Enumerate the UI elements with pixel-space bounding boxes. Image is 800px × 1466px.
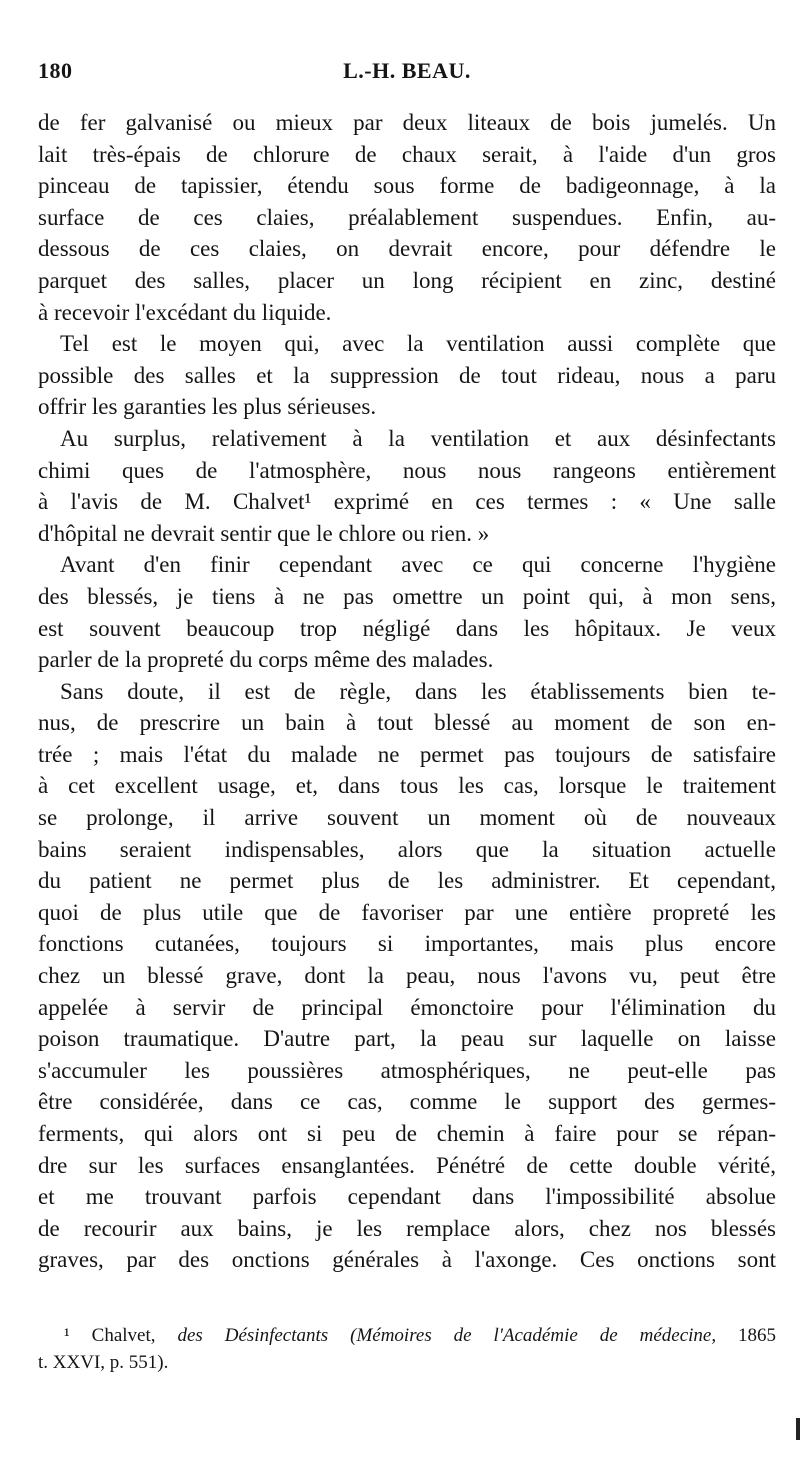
text-line: est souvent beaucoup trop négligé dans les hôpitaux. Je veux [38,615,776,641]
text-line: Tel est le moyen qui, avec la ventilation aussi complète que [60,331,776,357]
text-line: se prolonge, il arrive souvent un moment où de nouveaux [38,805,776,831]
text-line: Avant d'en finir cependant avec ce qui concerne l'hygiène [60,552,776,578]
text-line: bains seraient indispensables, alors que la situation actuelle [38,836,776,862]
text-line: de recourir aux bains, je les remplace alors, chez nos blessés [38,1215,776,1241]
text-line: lait très-épais de chlorure de chaux serait, à l'aide d'un gros [38,141,776,167]
text-line: trée ; mais l'état du malade ne permet pas toujours de satisfaire [38,741,776,767]
footnote-source: (Mémoires de l'Académie de médecine, [350,1325,717,1346]
text-line: à l'avis de M. Chalvet¹ exprimé en ces termes : « Une salle [38,489,776,515]
text-line: pinceau de tapissier, étendu sous forme de badigeonnage, à la [38,173,776,199]
text-line: parquet des salles, placer un long récipient en zinc, destiné [38,267,776,293]
text-line: être considérée, dans ce cas, comme le support des germes- [38,1089,776,1115]
footnote-marker: ¹ [64,1325,70,1346]
text-line: parler de la propreté du corps même des malades. [38,647,494,673]
body-text [38,107,776,1276]
text-line: offrir les garanties les plus sérieuses. [38,394,377,420]
running-title: L.-H. BEAU. [343,58,471,83]
footnote [38,1322,776,1376]
page-header [38,58,776,92]
text-line: à recevoir l'excédant du liquide. [38,299,332,325]
scan-edge-mark [796,1418,800,1440]
text-line: dessous de ces claies, on devrait encore, pour défendre le [38,236,776,262]
text-line: graves, par des onctions générales à l'axonge. Ces onctions sont [38,1247,776,1273]
text-line: Au surplus, relativement à la ventilation et aux désinfectants [60,425,776,451]
footnote-title: des Désinfectants [177,1325,329,1346]
text-line: des blessés, je tiens à ne pas omettre un point qui, à mon sens, [38,583,776,609]
text-line: de fer galvanisé ou mieux par deux liteaux de bois jumelés. Un [38,110,776,135]
text-line: dre sur les surfaces ensanglantées. Pénétré de cette double vérité, [38,1152,776,1178]
text-line: fonctions cutanées, toujours si importantes, mais plus encore [38,931,776,957]
text-line: s'accumuler les poussières atmosphériques, ne peut-elle pas [38,1057,776,1083]
text-line: Sans doute, il est de règle, dans les établissements bien te- [60,678,776,704]
footnote-year: 1865 [738,1325,776,1346]
text-line: poison traumatique. D'autre part, la peau sur laquelle on laisse [38,1026,776,1052]
text-line: possible des salles et la suppression de tout rideau, nous a paru [38,362,776,388]
footnote-line [38,1322,776,1349]
text-line: chimi ques de l'atmosphère, nous nous rangeons entièrement [38,457,776,483]
text-line: nus, de prescrire un bain à tout blessé au moment de son en- [38,710,776,736]
text-line: et me trouvant parfois cependant dans l'impossibilité absolue [38,1184,776,1210]
footnote-reference: t. XXVI, p. 551). [38,1352,169,1373]
text-line: chez un blessé grave, dont la peau, nous l'avons vu, peut être [38,963,776,989]
text-line: appelée à servir de principal émonctoire pour l'élimination du [38,994,776,1020]
text-line: surface de ces claies, préalablement suspendues. Enfin, au- [38,204,776,230]
text-line: d'hôpital ne devrait sentir que le chlore ou rien. » [38,520,490,546]
text-line: à cet excellent usage, et, dans tous les cas, lorsque le traitement [38,773,776,799]
text-line: du patient ne permet plus de les administrer. Et cependant, [38,868,776,894]
page-number: 180 [38,58,73,83]
text-line: ferments, qui alors ont si peu de chemin à faire pour se répan- [38,1121,776,1146]
text-line: quoi de plus utile que de favoriser par une entière propreté les [38,899,776,925]
footnote-author: Chalvet, [91,1325,156,1346]
